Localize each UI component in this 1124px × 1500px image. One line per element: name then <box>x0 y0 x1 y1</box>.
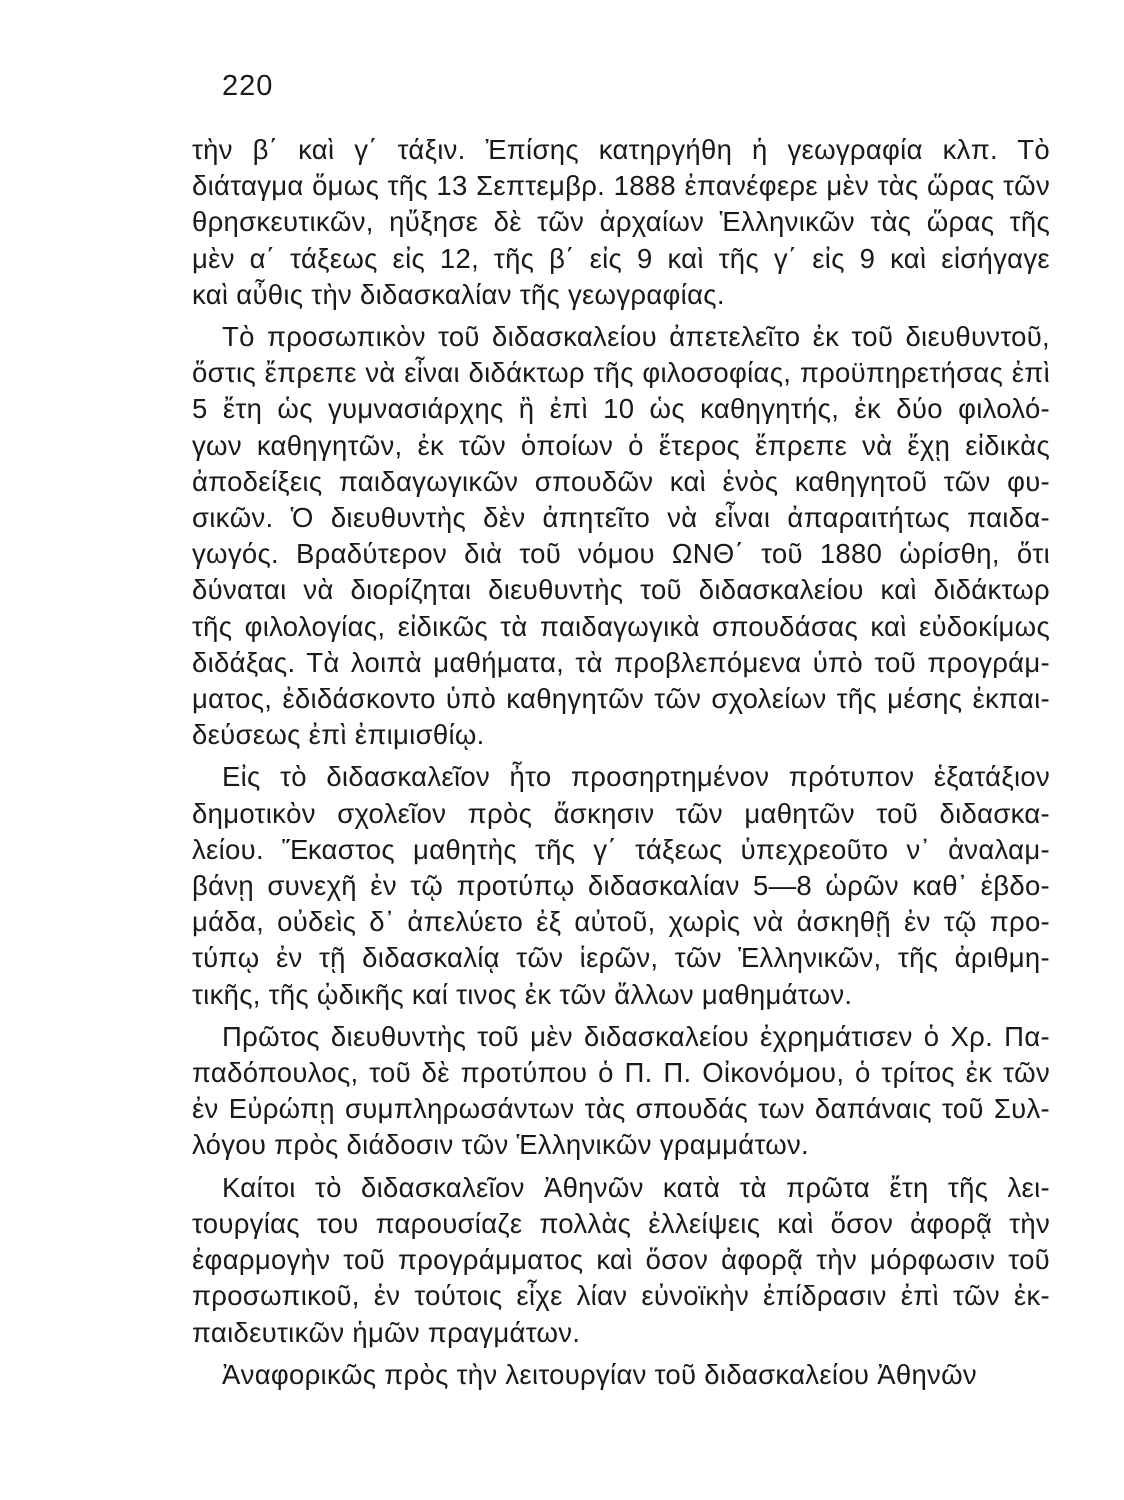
text-line: σικῶν. Ὁ διευθυντὴς δὲν ἀπητεῖτο νὰ εἶναι ἀπαραιτήτως παιδα- <box>192 502 1050 534</box>
text-line: μὲν α΄ τάξεως εἰς 12, τῆς β΄ εἰς 9 καὶ τῆς γ΄ εἰς 9 καὶ εἰσήγαγε <box>192 242 1050 274</box>
text-body <box>192 132 1050 1399</box>
paragraph <box>192 1357 1050 1393</box>
text-line: ἐν Εὐρώπῃ συμπληρωσάντων τὰς σπουδάς των δαπάναις τοῦ Συλ- <box>192 1093 1050 1125</box>
text-line: διάταγμα ὅμως τῆς 13 Σεπτεμβρ. 1888 ἐπανέφερε μὲν τὰς ὥρας τῶν <box>192 170 1050 202</box>
text-line: ματος, ἐδιδάσκοντο ὑπὸ καθηγητῶν τῶν σχολείων τῆς μέσης ἐκπαι- <box>192 683 1050 715</box>
text-line: τῆς φιλολογίας, εἰδικῶς τὰ παιδαγωγικὰ σπουδάσας καὶ εὐδοκίμως <box>192 610 1050 642</box>
text-line: Πρῶτος διευθυντὴς τοῦ μὲν διδασκαλείου ἐχρημάτισεν ὁ Χρ. Πα- <box>222 1020 1050 1052</box>
text-line: γωγός. Βραδύτερον διὰ τοῦ νόμου ΩΝΘ΄ τοῦ 1880 ὡρίσθη, ὅτι <box>192 538 1050 570</box>
paragraph <box>192 1019 1050 1164</box>
text-line: Ἀναφορικῶς πρὸς τὴν λειτουργίαν τοῦ διδασκαλείου Ἀθηνῶν <box>222 1358 977 1390</box>
text-line: παδόπουλος, τοῦ δὲ προτύπου ὁ Π. Π. Οἰκονόμου, ὁ τρίτος ἐκ τῶν <box>192 1057 1050 1089</box>
text-line: παιδευτικῶν ἡμῶν πραγμάτων. <box>192 1316 581 1348</box>
text-line: ἐφαρμογὴν τοῦ προγράμματος καὶ ὅσον ἀφορᾷ τὴν μόρφωσιν τοῦ <box>192 1244 1050 1276</box>
text-line: λείου. Ἕκαστος μαθητὴς τῆς γ΄ τάξεως ὑπεχρεοῦτο ν᾽ ἀναλαμ- <box>192 833 1050 865</box>
page-number: 220 <box>222 70 274 102</box>
text-line: μάδα, οὐδεὶς δ᾽ ἀπελύετο ἐξ αὐτοῦ, χωρὶς νὰ ἀσκηθῇ ἐν τῷ προ- <box>192 906 1050 938</box>
text-line: προσωπικοῦ, ἐν τούτοις εἶχε λίαν εὐνοϊκὴν ἐπίδρασιν ἐπὶ τῶν ἐκ- <box>192 1280 1050 1312</box>
text-line: 5 ἔτη ὡς γυμνασιάρχης ἢ ἐπὶ 10 ὡς καθηγητής, ἐκ δύο φιλολό- <box>192 393 1050 425</box>
text-line: γων καθηγητῶν, ἐκ τῶν ὁποίων ὁ ἕτερος ἔπρεπε νὰ ἔχῃ εἰδικὰς <box>192 429 1050 461</box>
text-line: δημοτικὸν σχολεῖον πρὸς ἄσκησιν τῶν μαθητῶν τοῦ διδασκα- <box>192 797 1050 829</box>
text-line: λόγου πρὸς διάδοσιν τῶν Ἑλληνικῶν γραμμάτων. <box>192 1129 809 1161</box>
text-line: Εἰς τὸ διδασκαλεῖον ἦτο προσηρτημένον πρότυπον ἑξατάξιον <box>222 761 1050 793</box>
text-line: δεύσεως ἐπὶ ἐπιμισθίῳ. <box>192 719 485 751</box>
text-line: διδάξας. Τὰ λοιπὰ μαθήματα, τὰ προβλεπόμενα ὑπὸ τοῦ προγράμ- <box>192 646 1050 678</box>
paragraph <box>192 319 1050 753</box>
text-line: τὴν β΄ καὶ γ΄ τάξιν. Ἐπίσης κατηργήθη ἡ γεωγραφία κλπ. Τὸ <box>192 134 1050 165</box>
text-line: δύναται νὰ διορίζηται διευθυντὴς τοῦ διδασκαλείου καὶ διδάκτωρ <box>192 574 1050 606</box>
paragraph <box>192 759 1050 1012</box>
text-line: Καίτοι τὸ διδασκαλεῖον Ἀθηνῶν κατὰ τὰ πρῶτα ἔτη τῆς λει- <box>222 1171 1050 1203</box>
text-line: τικῆς, τῆς ᾠδικῆς καί τινος ἐκ τῶν ἄλλων μαθημάτων. <box>192 978 853 1010</box>
text-line: θρησκευτικῶν, ηὔξησε δὲ τῶν ἀρχαίων Ἑλληνικῶν τὰς ὥρας τῆς <box>192 206 1050 238</box>
text-line: καὶ αὖθις τὴν διδασκαλίαν τῆς γεωγραφίας. <box>192 278 725 310</box>
text-line: Τὸ προσωπικὸν τοῦ διδασκαλείου ἀπετελεῖτο ἐκ τοῦ διευθυντοῦ, <box>222 321 1050 353</box>
text-line: βάνῃ συνεχῆ ἐν τῷ προτύπῳ διδασκαλίαν 5—8 ὡρῶν καθ᾽ ἑβδο- <box>192 870 1050 902</box>
text-line: τουργίας του παρουσίαζε πολλὰς ἐλλείψεις καὶ ὅσον ἀφορᾷ τὴν <box>192 1207 1050 1239</box>
text-line: ἀποδείξεις παιδαγωγικῶν σπουδῶν καὶ ἑνὸς καθηγητοῦ τῶν φυ- <box>192 465 1050 497</box>
paragraph <box>192 1170 1050 1351</box>
text-line: ὅστις ἔπρεπε νὰ εἶναι διδάκτωρ τῆς φιλοσοφίας, προϋπηρετήσας ἐπὶ <box>192 357 1050 389</box>
paragraph <box>192 132 1050 313</box>
text-line: τύπῳ ἐν τῇ διδασκαλίᾳ τῶν ἱερῶν, τῶν Ἑλληνικῶν, τῆς ἀριθμη- <box>192 942 1050 974</box>
